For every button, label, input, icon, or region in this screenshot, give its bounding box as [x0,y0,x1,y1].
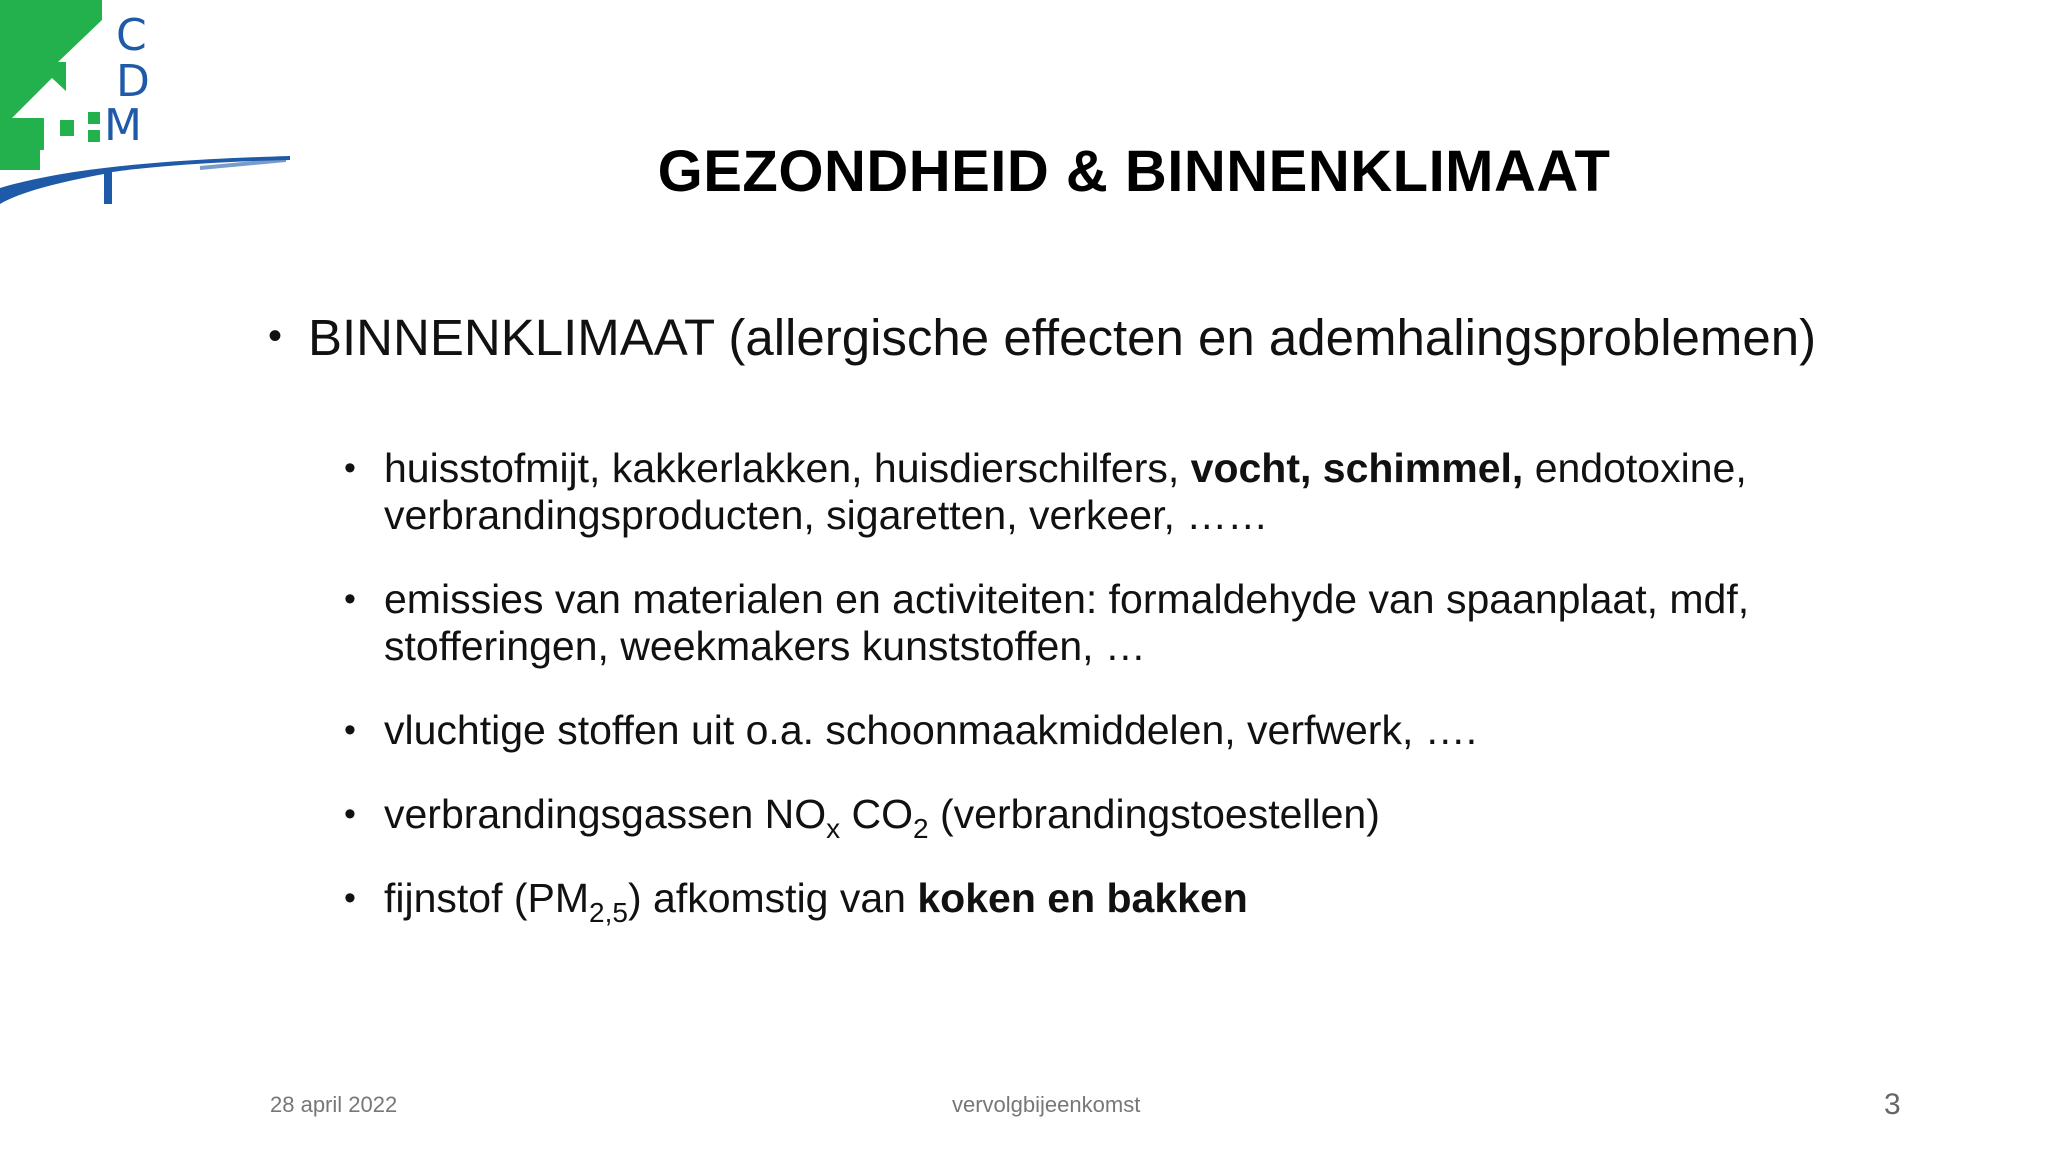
subscript: 2 [913,813,929,844]
footer-title: vervolgbijeenkomst [952,1092,1141,1117]
item-text: vluchtige stoffen uit o.a. schoonmaakmiddelen, verfwerk, …. [384,707,1478,753]
list-item [344,445,1844,539]
item-text: verbrandingsgassen NO [384,791,827,837]
item-text: ) afkomstig van [627,875,918,921]
footer-date: 28 april 2022 [270,1092,398,1117]
list-item [344,707,1844,754]
main-bullet [268,308,1816,367]
slide-title: GEZONDHEID & BINNENKLIMAAT [657,139,1611,204]
item-text: endotoxine, verbrandingsproducten, sigaretten, verkeer, …… [384,445,1747,538]
item-text: fijnstof (PM [384,875,590,921]
item-bold-text: koken en bakken [917,875,1248,921]
bullet-dot-icon: • [268,314,283,358]
bullet-dot-icon: • [344,795,356,833]
list-item [344,791,1844,844]
item-text: huisstofmijt, kakkerlakken, huisdierschilfers, [384,445,1191,491]
sub-bullet-list [344,445,1844,959]
bullet-dot-icon: • [344,449,356,487]
subscript: 2,5 [589,897,628,928]
item-text: (verbrandingstoestellen) [928,791,1380,837]
page-number: 3 [1884,1088,1901,1121]
bullet-dot-icon: • [344,879,356,917]
logo-letter-d: D [116,56,150,107]
list-item [344,875,1844,928]
bullet-dot-icon: • [344,580,356,618]
list-item [344,576,1844,670]
bullet-dot-icon: • [344,711,356,749]
logo-letter-m: M [104,100,142,151]
item-text: CO [840,791,914,837]
item-bold-text: vocht, schimmel, [1190,445,1524,491]
main-bullet-text: BINNENKLIMAAT (allergische effecten en ademhalingsproblemen) [308,309,1817,366]
subscript: x [826,813,841,844]
logo-letter-c: C [116,10,147,61]
item-text: emissies van materialen en activiteiten: formaldehyde van spaanplaat, mdf, stofferingen, weekmakers kunststoffen, … [384,576,1750,669]
